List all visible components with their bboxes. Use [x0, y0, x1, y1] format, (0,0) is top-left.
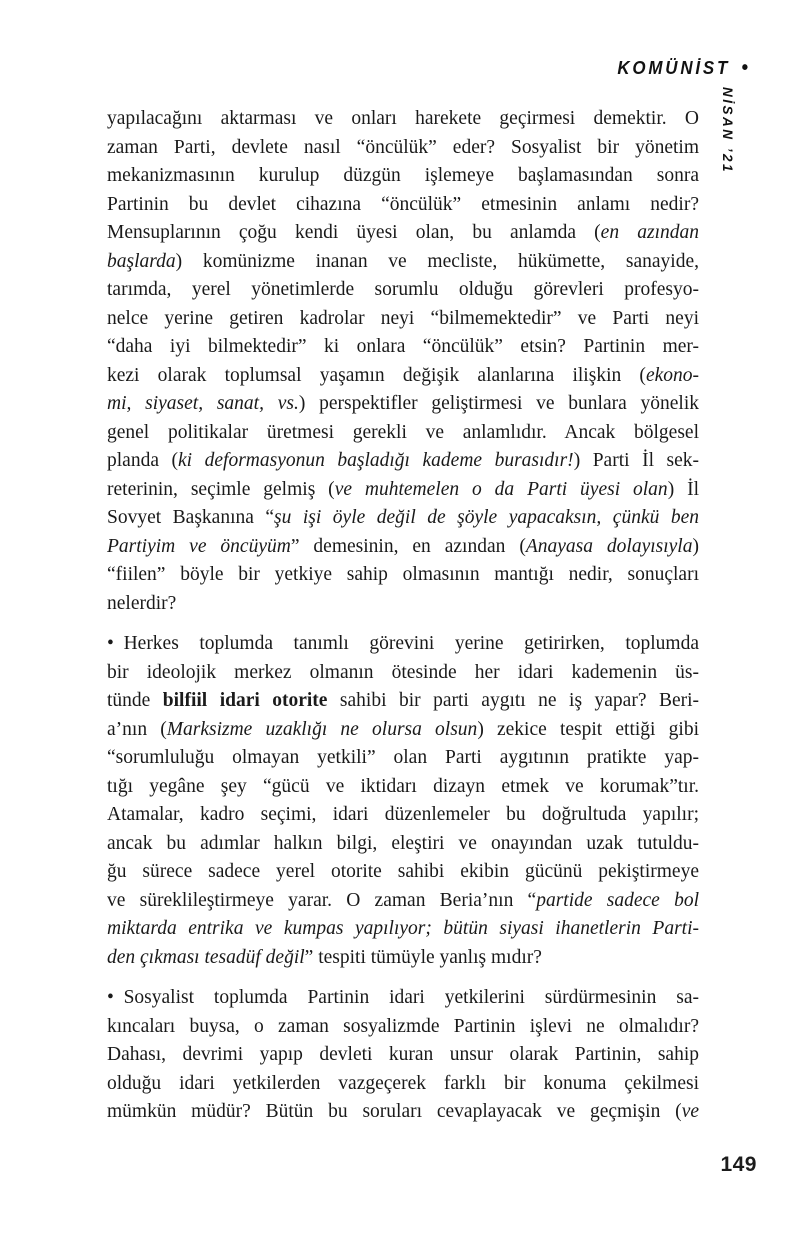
italic-run: miktarda entrika ve kumpas yapılıyor; bütün siyasi ihanetlerin Parti- [107, 918, 699, 939]
text-run: “sorumluluğu olmayan yetkili” olan Parti aygıtının pratikte yap- [107, 747, 699, 768]
text-line [107, 1070, 699, 1099]
text-run: Sovyet Başkanına “ [107, 507, 275, 528]
text-line [107, 590, 699, 619]
text-line [107, 984, 699, 1013]
text-run: ) zekice tespit ettiği gibi [477, 718, 699, 740]
italic-run: ve [681, 1101, 699, 1122]
italic-run: ekono- [645, 364, 699, 386]
text-line [107, 1013, 699, 1042]
text-run: reterinin, seçimle gelmiş ( [107, 478, 335, 500]
text-run: ) [692, 535, 699, 557]
text-line [107, 773, 699, 802]
italic-run: ve muhtemelen o da Parti üyesi olan [334, 478, 668, 500]
text-line [107, 504, 699, 533]
italic-run: ki deformasyonun başladığı kademe burasıdır! [178, 450, 574, 471]
text-run: sahibi bir parti aygıtı ne iş yapar? Beri- [327, 690, 699, 711]
bullet-separator-icon: • [741, 56, 748, 79]
text-line [107, 276, 699, 305]
text-line [107, 419, 699, 448]
italic-run: en azından [600, 222, 699, 243]
text-line [107, 561, 699, 590]
text-run: tünde [107, 690, 163, 711]
text-run: ) perspektifler geliştirmesi ve bunlara yönelik [298, 393, 699, 414]
text-line [107, 744, 699, 773]
text-line [107, 219, 699, 248]
text-run: genel politikalar üretmesi gerekli ve anlamlıdır. Ancak bölgesel [107, 421, 699, 443]
text-run: tığı yegâne şey “gücü ve iktidarı dizayn etmek ve korumak”tır. [107, 775, 699, 797]
text-run: tarımda, yerel yönetimlerde sorumlu olduğu görevleri profesyo- [107, 279, 699, 300]
text-line [107, 134, 699, 163]
italic-run: partide sadece bol [536, 889, 699, 911]
text-line [107, 362, 699, 391]
page-number: 149 [720, 1153, 757, 1176]
text-run: nelerdir? [107, 592, 177, 614]
text-run: ğu sürece sadece yerel otorite sahibi ekibin gücünü pekiştirmeye [107, 861, 699, 882]
text-line [107, 659, 699, 688]
text-run: ” demesinin, en azından ( [290, 535, 526, 557]
italic-run: den çıkması tesadüf değil [107, 946, 305, 968]
text-run: Atamalar, kadro seçimi, idari düzenlemeler bu doğrultuda yapılır; [107, 804, 699, 825]
text-run: ancak bu adımlar halkın bilgi, eleştiri ve onayından uzak tutuldu- [107, 832, 699, 854]
text-line [107, 305, 699, 334]
paragraph [107, 630, 699, 972]
italic-run: Anayasa dolayısıyla [525, 535, 693, 557]
text-line [107, 801, 699, 830]
text-line [107, 333, 699, 362]
text-run: ” tespiti tümüyle yanlış mıdır? [304, 946, 542, 968]
text-line [107, 105, 699, 134]
text-run: “fiilen” böyle bir yetkiye sahip olmasının mantığı nedir, sonuçları [107, 564, 699, 585]
text-run: a’nın ( [107, 718, 167, 740]
text-run: planda ( [107, 450, 179, 471]
text-line [107, 1041, 699, 1070]
text-line [107, 915, 699, 944]
text-run: kıncaları buysa, o zaman sosyalizmde Partinin işlevi ne olmalıdır? [107, 1015, 699, 1037]
text-run: nelce yerine getiren kadrolar neyi “bilmemektedir” ve Parti neyi [107, 307, 699, 329]
text-line [107, 248, 699, 277]
text-run: • Herkes toplumda tanımlı görevini yerine getirirken, toplumda [107, 633, 699, 654]
paragraph [107, 984, 699, 1127]
text-run: ) Parti İl sek- [573, 450, 699, 471]
text-line [107, 887, 699, 916]
text-run: bir ideolojik merkez olmanın ötesinde her idari kademenin üs- [107, 661, 699, 683]
text-run: mekanizmasının kurulup düzgün işlemeye başlamasından sonra [107, 165, 699, 186]
italic-run: Marksizme uzaklığı ne olursa olsun [166, 718, 478, 740]
text-line [107, 630, 699, 659]
text-run: • Sosyalist toplumda Partinin idari yetkilerini sürdürmesinin sa- [107, 987, 699, 1008]
text-line [107, 162, 699, 191]
italic-run: başlarda [107, 250, 176, 272]
text-line [107, 191, 699, 220]
text-line [107, 533, 699, 562]
text-line [107, 476, 699, 505]
text-line [107, 687, 699, 716]
italic-run: Partiyim ve öncüyüm [107, 535, 291, 557]
bold-run: bilfiil idari otorite [162, 690, 328, 711]
text-line [107, 1098, 699, 1127]
text-run: ) İl [667, 478, 699, 500]
journal-title: KOMÜNİST [617, 58, 731, 78]
text-run: Dahası, devrimi yapıp devleti kuran unsur olarak Partinin, sahip [107, 1044, 699, 1065]
text-line [107, 447, 699, 476]
text-run: kezi olarak toplumsal yaşamın değişik alanlarına ilişkin ( [107, 364, 646, 386]
italic-run: mi, siyaset, sanat, vs. [107, 393, 299, 414]
text-run: Partinin bu devlet cihazına “öncülük” etmesinin anlamı nedir? [107, 193, 699, 215]
paragraph [107, 105, 699, 618]
text-run: olduğu idari yetkilerden vazgeçerek farklı bir konuma çekilmesi [107, 1072, 699, 1094]
text-line [107, 716, 699, 745]
italic-run: şu işi öyle değil de şöyle yapacaksın, çünkü ben [274, 507, 699, 528]
text-run: Mensuplarının çoğu kendi üyesi olan, bu anlamda ( [107, 222, 601, 243]
text-line [107, 944, 699, 973]
journal-header [617, 58, 748, 79]
body-text [107, 105, 699, 1127]
text-run: “daha iyi bilmektedir” ki onlara “öncülük” etsin? Partinin mer- [107, 336, 699, 357]
issue-label-vertical: NİSAN ’21 [720, 87, 735, 175]
text-run: mümkün müdür? Bütün bu soruları cevaplayacak ve geçmişin ( [107, 1101, 682, 1122]
text-run: ve süreklileştirmeye yarar. O zaman Beria’nın “ [107, 889, 537, 911]
text-line [107, 390, 699, 419]
text-run: zaman Parti, devlete nasıl “öncülük” eder? Sosyalist bir yönetim [107, 136, 699, 158]
text-line [107, 858, 699, 887]
text-run: yapılacağını aktarması ve onları harekete geçirmesi demektir. O [107, 108, 699, 129]
text-run: ) komünizme inanan ve mecliste, hükümette, sanayide, [175, 250, 699, 272]
text-line [107, 830, 699, 859]
